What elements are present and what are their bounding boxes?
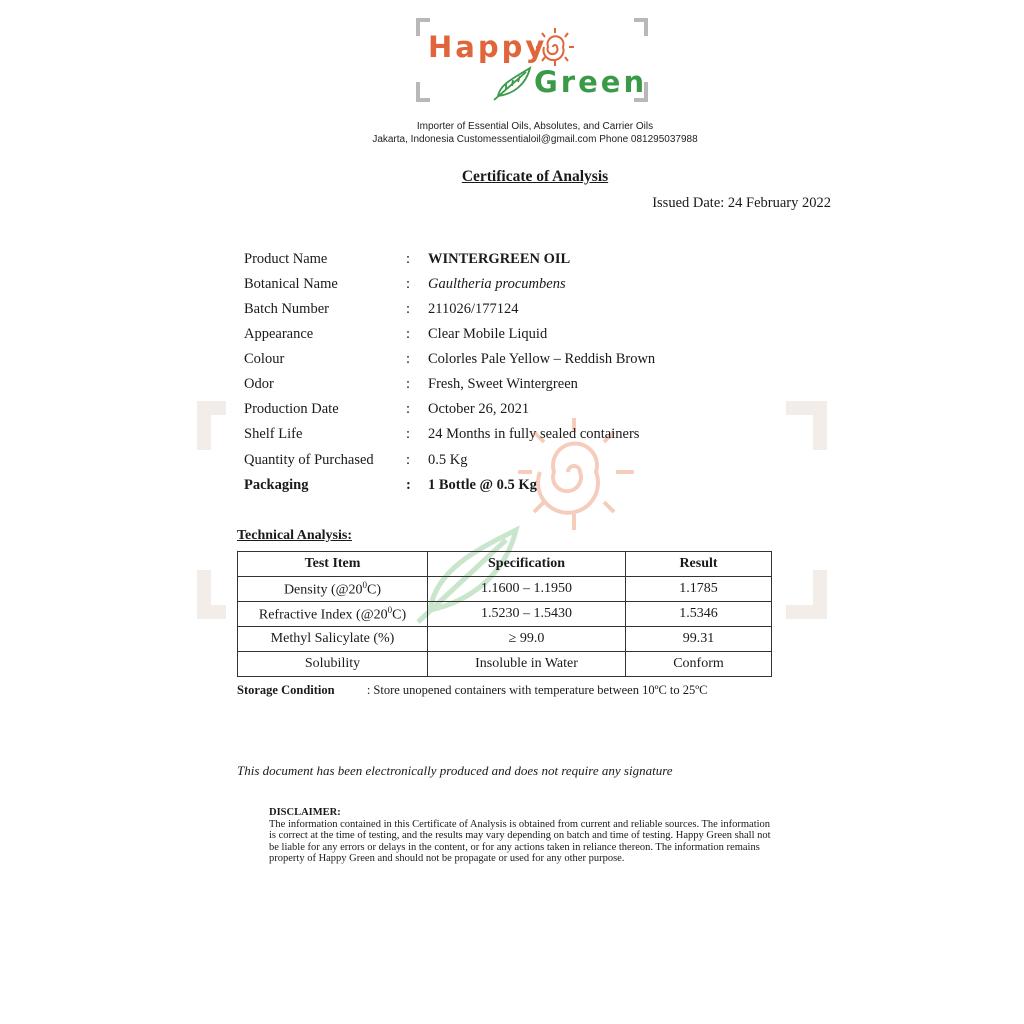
info-value: 211026/177124 [428,301,519,317]
result-cell: 99.31 [626,627,772,652]
storage-condition [237,683,707,698]
info-colon: : [406,251,411,267]
test-item-cell: Density $(@20^0C)$ [238,577,428,602]
result-cell: 1.5346 [626,602,772,627]
info-colon: : [406,326,411,342]
test-item-cell: Refractive Index $(@20^0C)$ [238,602,428,627]
info-label: Odor [244,376,274,392]
disclaimer-text: The information contained in this Certificate of Analysis is obtained from current and reliable sources. The information is correct at the time of testing, and the results may vary depending on batch and time of testing. Happy Green shall not be liable for any errors or delays in the content, or for any actions taken in reliance thereon. The information remains property of Happy Green and should not be propagate or used for any other purpose. [269,818,771,865]
info-value: Colorles Pale Yellow – Reddish Brown [428,351,656,367]
logo-word-happy: Happy [428,30,548,64]
info-value: 24 Months in fully sealed containers [428,426,640,442]
info-value: Fresh, Sweet Wintergreen [428,376,578,392]
table-row [238,577,772,602]
info-colon: : [406,477,411,493]
info-colon: : [406,426,411,442]
info-value: 1 Bottle @ 0.5 Kg [428,477,537,493]
info-value: 0.5 Kg [428,452,468,468]
info-label: Quantity of Purchased [244,452,374,468]
info-value: Gaultheria procumbens [428,276,566,292]
info-label: Shelf Life [244,426,303,442]
info-value: Clear Mobile Liquid [428,326,548,342]
info-colon: : [406,351,411,367]
table-row [238,602,772,627]
leaf-icon [494,68,530,100]
storage-label: Storage Condition [237,683,335,697]
info-colon: : [406,452,411,468]
logo-word-green: Green [534,65,648,99]
test-item-cell: Methyl Salicylate (%) [238,627,428,652]
document-title: Certificate of Analysis [461,168,609,185]
info-label: Appearance [244,326,314,342]
result-cell: 1.1785 [626,577,772,602]
disclaimer [269,807,779,865]
table-row [238,652,772,677]
specification-cell: 1.1600 – 1.1950 [428,577,626,602]
specification-cell: 1.5230 – 1.5430 [428,602,626,627]
column-header: Test Item [238,552,428,577]
info-label: Batch Number [244,301,329,317]
electronic-document-note: This document has been electronically produced and does not require any signature [237,763,673,778]
info-colon: : [406,301,411,317]
info-value: WINTERGREEN OIL [428,251,571,267]
issued-date: Issued Date: 24 February 2022 [652,195,831,211]
technical-analysis-heading: Technical Analysis: [237,528,353,543]
storage-text: : Store unopened containers with temperature between 10ºC to 25ºC [366,683,708,697]
table-header-row [238,552,772,577]
specification-cell: Insoluble in Water [428,652,626,677]
table-row [238,627,772,652]
info-label: Botanical Name [244,276,338,292]
column-header: Result [626,552,772,577]
info-colon: : [406,401,411,417]
company-tagline: Importer of Essential Oils, Absolutes, and Carrier Oils [416,121,654,132]
happy-green-logo [414,16,650,104]
column-header: Specification [428,552,626,577]
info-label: Production Date [244,401,339,417]
info-value: October 26, 2021 [428,401,530,417]
company-contact: Jakarta, Indonesia Customessentialoil@gmail.com Phone 081295037988 [372,134,698,145]
info-label: Product Name [244,251,328,267]
result-cell: Conform [626,652,772,677]
info-label: Packaging [244,477,309,493]
specification-cell: ≥ 99.0 [428,627,626,652]
info-colon: : [406,276,411,292]
info-colon: : [406,376,411,392]
info-label: Colour [244,351,285,367]
disclaimer-heading: DISCLAIMER: [269,807,341,818]
technical-analysis-table [237,551,772,677]
test-item-cell: Solubility [238,652,428,677]
